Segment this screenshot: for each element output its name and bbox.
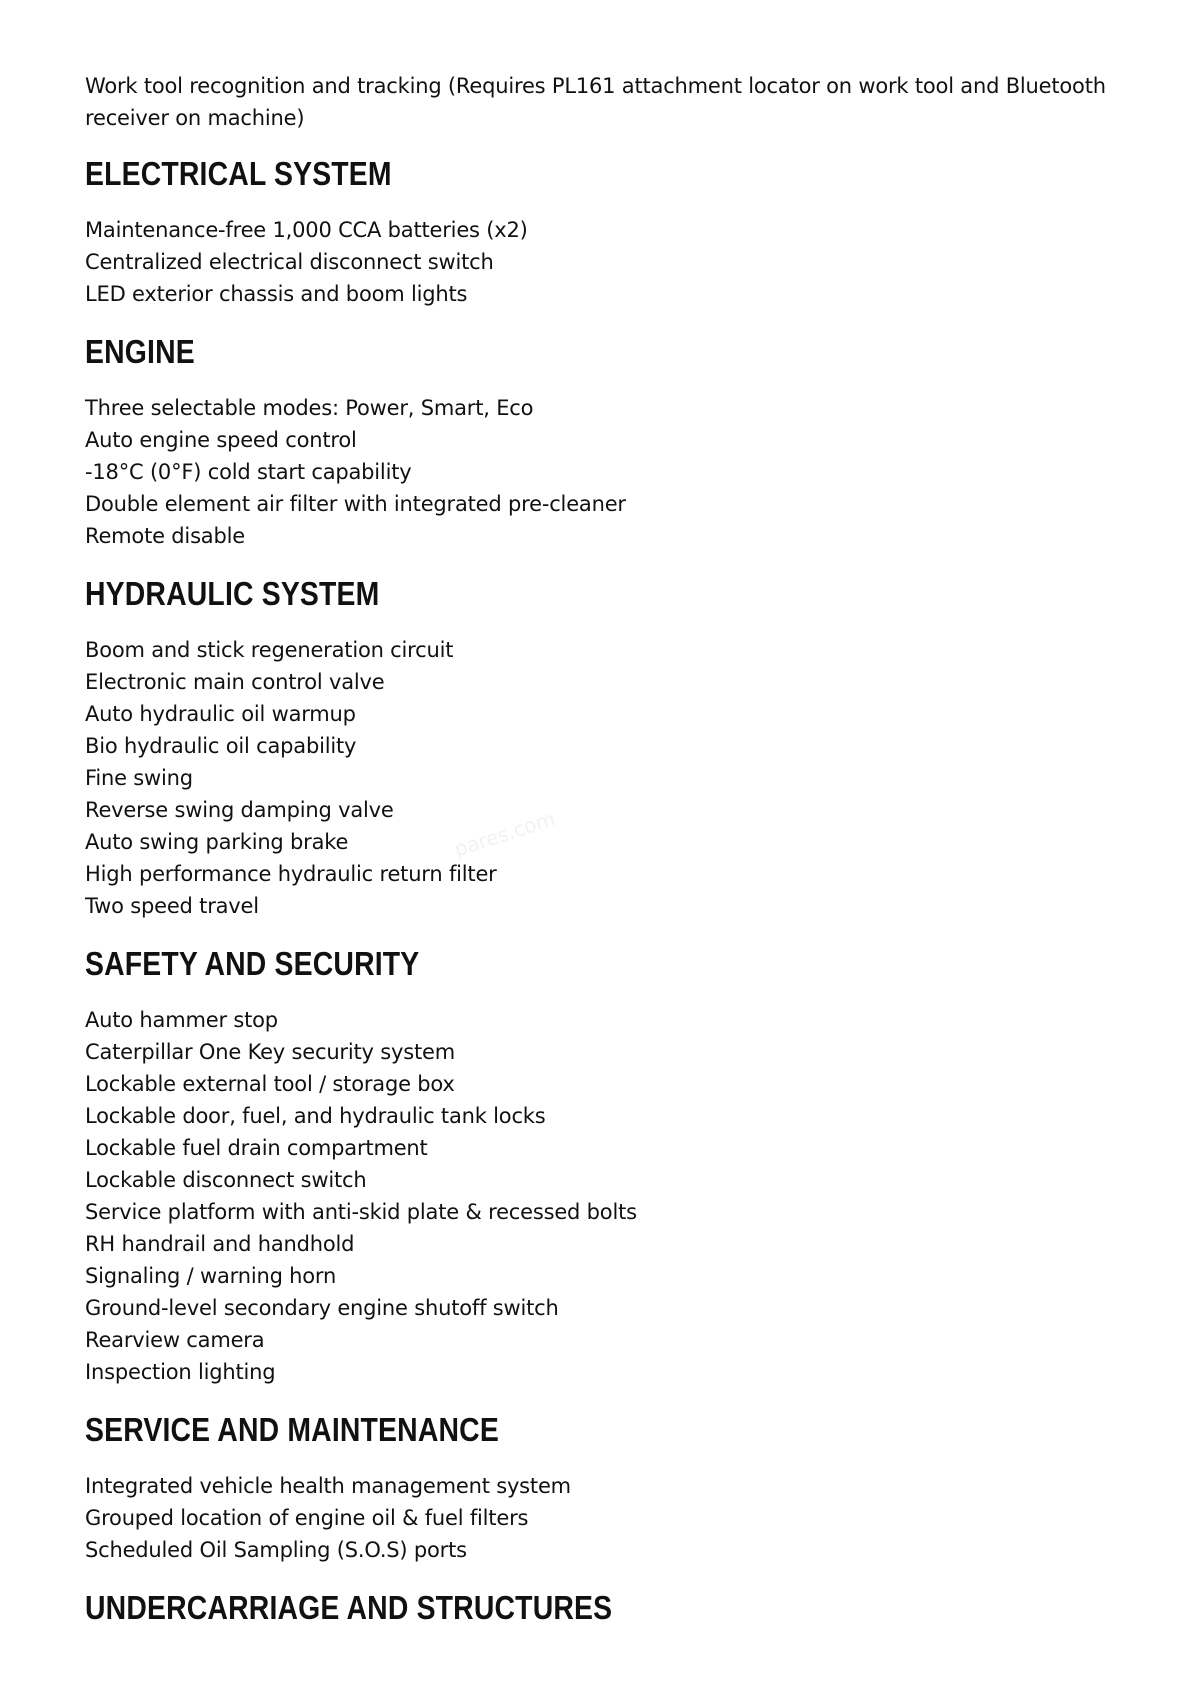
list-item: Lockable disconnect switch [85, 1168, 367, 1192]
list-item: Bio hydraulic oil capability [85, 734, 357, 758]
list-item: Lockable door, fuel, and hydraulic tank locks [85, 1104, 546, 1128]
list-item: Rearview camera [85, 1328, 265, 1352]
list-item: Scheduled Oil Sampling (S.O.S) ports [85, 1538, 467, 1562]
list-item: Double element air filter with integrated pre-cleaner [85, 492, 626, 516]
list-item: RH handrail and handhold [85, 1232, 355, 1256]
list-item: Boom and stick regeneration circuit [85, 638, 454, 662]
list-item: Reverse swing damping valve [85, 798, 394, 822]
section-heading: ELECTRICAL SYSTEM [85, 155, 392, 192]
section-item-list [85, 634, 1125, 922]
section-heading: UNDERCARRIAGE AND STRUCTURES [85, 1589, 613, 1626]
list-item: Caterpillar One Key security system [85, 1040, 455, 1064]
list-item: Electronic main control valve [85, 670, 385, 694]
list-item: Signaling / warning horn [85, 1264, 337, 1288]
list-item: Auto hydraulic oil warmup [85, 702, 356, 726]
list-item: Auto swing parking brake [85, 830, 349, 854]
section-item-list [85, 214, 1125, 310]
spec-document [85, 70, 1125, 1648]
list-item: Centralized electrical disconnect switch [85, 250, 494, 274]
section-heading: ENGINE [85, 333, 195, 370]
list-item: Grouped location of engine oil & fuel filters [85, 1506, 529, 1530]
section-heading: SERVICE AND MAINTENANCE [85, 1411, 499, 1448]
list-item: Auto hammer stop [85, 1008, 278, 1032]
list-item: Lockable external tool / storage box [85, 1072, 455, 1096]
list-item: Integrated vehicle health management system [85, 1474, 571, 1498]
list-item: Inspection lighting [85, 1360, 276, 1384]
list-item: LED exterior chassis and boom lights [85, 282, 468, 306]
list-item: Service platform with anti-skid plate & recessed bolts [85, 1200, 637, 1224]
intro-text: Work tool recognition and tracking (Requires PL161 attachment locator on work tool and Bluetooth receiver on machine) [85, 74, 1106, 130]
list-item: High performance hydraulic return filter [85, 862, 497, 886]
section-item-list [85, 1004, 1125, 1388]
list-item: -18°C (0°F) cold start capability [85, 460, 412, 484]
list-item: Lockable fuel drain compartment [85, 1136, 428, 1160]
list-item: Fine swing [85, 766, 193, 790]
section-heading: HYDRAULIC SYSTEM [85, 575, 380, 612]
list-item: Three selectable modes: Power, Smart, Eco [85, 396, 534, 420]
section-item-list [85, 1470, 1125, 1566]
list-item: Two speed travel [85, 894, 259, 918]
sections-container [85, 154, 1125, 1628]
list-item: Auto engine speed control [85, 428, 357, 452]
list-item: Ground-level secondary engine shutoff switch [85, 1296, 559, 1320]
list-item: Maintenance-free 1,000 CCA batteries (x2) [85, 218, 528, 242]
section-heading: SAFETY AND SECURITY [85, 945, 420, 982]
watermark: pares.com [451, 806, 559, 862]
list-item: Remote disable [85, 524, 245, 548]
section-item-list [85, 392, 1125, 552]
